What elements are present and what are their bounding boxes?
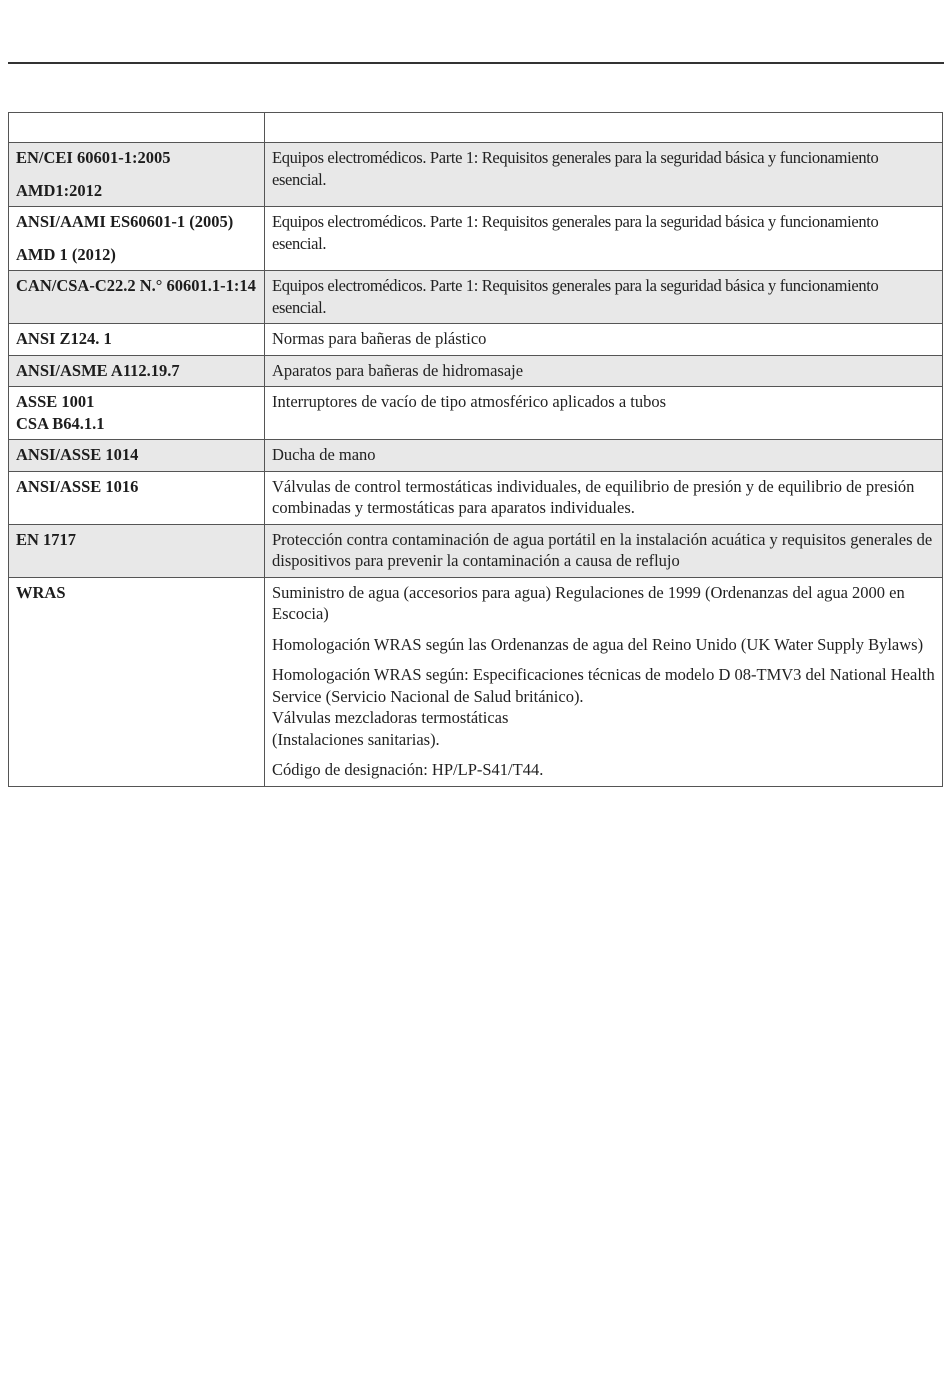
table-row — [9, 524, 943, 577]
table-row — [9, 387, 943, 440]
standard-code: ANSI/ASME A112.19.7 — [16, 360, 180, 380]
table-row — [9, 471, 943, 524]
standard-code: EN 1717 — [16, 529, 77, 549]
table-row — [9, 271, 943, 324]
table-row — [9, 324, 943, 356]
standard-code-cell — [9, 355, 265, 387]
wras-paragraph: Código de designación: HP/LP-S41/T44. — [272, 760, 544, 779]
wras-line: Homologación WRAS según: Especificaciones técnicas de modelo D 08-TMV3 del National Health Service (Servicio Nacional de Salud británico). — [272, 665, 935, 706]
standard-code: ANSI/AAMI ES60601-1 (2005) — [16, 212, 234, 231]
standard-description: Ducha de mano — [265, 440, 943, 472]
table-header-row — [9, 113, 943, 143]
standard-code: CSA B64.1.1 — [16, 413, 105, 433]
standard-amendment: AMD 1 (2012) — [16, 244, 116, 264]
wras-line: Válvulas mezcladoras termostáticas — [272, 708, 509, 727]
standard-description: Aparatos para bañeras de hidromasaje — [265, 355, 943, 387]
standard-description-cell — [265, 577, 943, 786]
standard-description: Protección contra contaminación de agua portátil en la instalación acuática y requisitos generales de dispositivos para prevenir la contaminación a causa de reflujo — [265, 524, 943, 577]
standard-code-cell — [9, 207, 265, 271]
table-row — [9, 207, 943, 271]
standard-code-cell — [9, 387, 265, 440]
standard-code: CAN/CSA-C22.2 N.° 60601.1-1:14 — [16, 276, 256, 295]
standard-code: ANSI Z124. 1 — [16, 329, 112, 348]
header-rule — [8, 62, 944, 64]
table-row — [9, 355, 943, 387]
standard-description: Equipos electromédicos. Parte 1: Requisitos generales para la seguridad básica y funcionamiento esencial. — [265, 143, 943, 207]
standard-code: EN/CEI 60601-1:2005 — [16, 148, 171, 167]
standard-code-cell — [9, 143, 265, 207]
standard-code-cell — [9, 524, 265, 577]
standard-code-cell — [9, 440, 265, 472]
standard-code-cell — [9, 324, 265, 356]
wras-line: (Instalaciones sanitarias). — [272, 729, 440, 749]
standard-code: WRAS — [16, 582, 66, 602]
standard-code-cell — [9, 271, 265, 324]
standard-description: Interruptores de vacío de tipo atmosférico aplicados a tubos — [265, 387, 943, 440]
wras-paragraph: Homologación WRAS según las Ordenanzas de agua del Reino Unido (UK Water Supply Bylaws) — [272, 634, 924, 654]
table-row — [9, 577, 943, 786]
standards-table — [8, 112, 943, 787]
table-row — [9, 143, 943, 207]
standard-description: Equipos electromédicos. Parte 1: Requisitos generales para la seguridad básica y funcionamiento esencial. — [265, 207, 943, 271]
standard-description: Normas para bañeras de plástico — [265, 324, 943, 356]
standard-code-cell — [9, 471, 265, 524]
wras-paragraph — [272, 664, 935, 750]
standard-amendment: AMD1:2012 — [16, 180, 103, 200]
standard-code-cell — [9, 577, 265, 786]
table-row — [9, 440, 943, 472]
standard-code: ASSE 1001 — [16, 392, 95, 411]
standard-code: ANSI/ASSE 1016 — [16, 476, 139, 496]
standard-code: ANSI/ASSE 1014 — [16, 445, 139, 464]
header-cell-description — [265, 113, 943, 143]
standard-description: Válvulas de control termostáticas individuales, de equilibrio de presión y de equilibrio de presión combinadas y termostáticas para aparatos individuales. — [265, 471, 943, 524]
wras-paragraph: Suministro de agua (accesorios para agua) Regulaciones de 1999 (Ordenanzas del agua 2000 en Escocia) — [272, 582, 905, 623]
header-cell-standard — [9, 113, 265, 143]
standard-description: Equipos electromédicos. Parte 1: Requisitos generales para la seguridad básica y funcionamiento esencial. — [265, 271, 943, 324]
